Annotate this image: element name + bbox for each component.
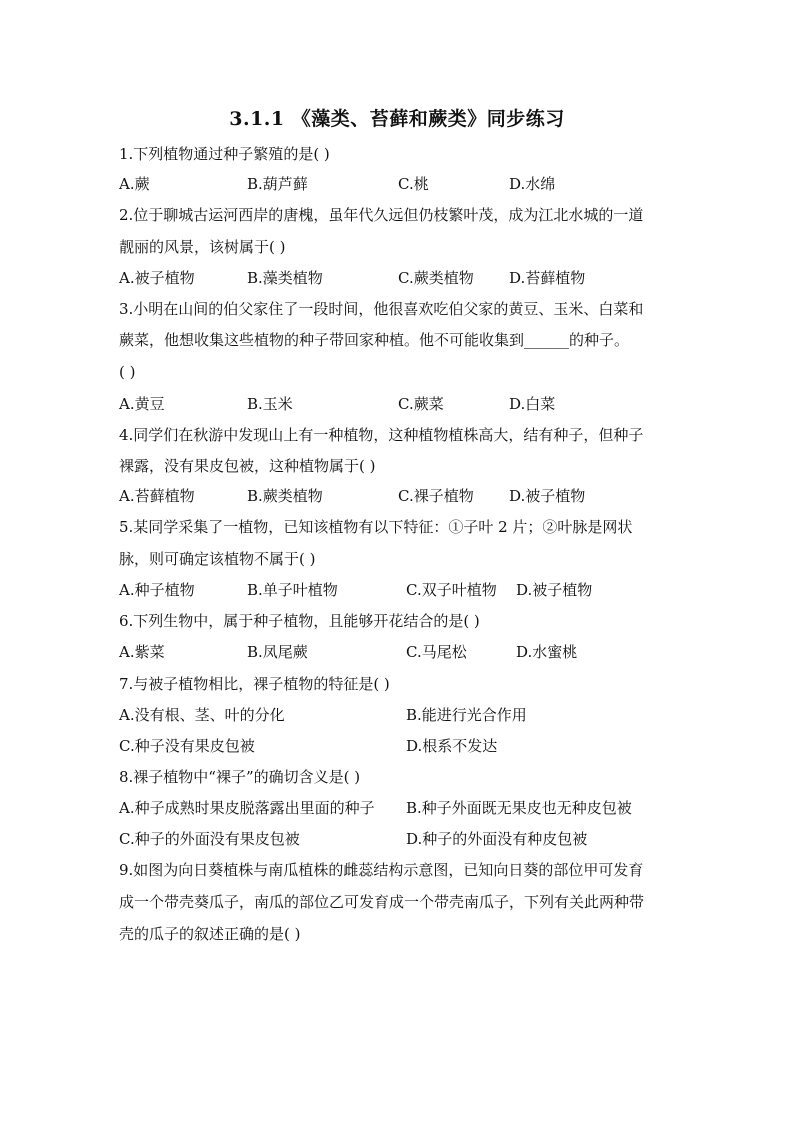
question-3-text-line-3: ( ) — [119, 363, 136, 381]
question-9-text-line-1: 9.如图为向日葵植株与南瓜植株的雌蕊结构示意图，已知向日葵的部位甲可发育 — [119, 861, 644, 879]
question-3-text-line-2: 蕨菜，他想收集这些植物的种子带回家种植。他不可能收集到______的种子。 — [119, 331, 630, 349]
q2-option-d: D.苔藓植物 — [509, 269, 586, 287]
q2-option-b: B.藻类植物 — [247, 269, 323, 287]
question-1-text: 1.下列植物通过种子繁殖的是( ) — [119, 145, 330, 163]
q5-option-c: C.双子叶植物 — [406, 581, 497, 599]
q8-option-d: D.种子的外面没有种皮包被 — [406, 830, 588, 848]
q7-option-b: B.能进行光合作用 — [406, 706, 527, 724]
q8-option-a: A.种子成熟时果皮脱落露出里面的种子 — [119, 799, 375, 817]
q6-option-c: C.马尾松 — [406, 643, 467, 661]
question-4-text-line-2: 裸露，没有果皮包被，这种植物属于( ) — [119, 457, 376, 475]
question-3-text-line-1: 3.小明在山间的伯父家住了一段时间，他很喜欢吃伯父家的黄豆、玉米、白菜和 — [119, 300, 644, 318]
q2-option-a: A.被子植物 — [119, 269, 195, 287]
q4-option-a: A.苔藓植物 — [119, 487, 195, 505]
question-5-text-line-1: 5.某同学采集了一植物，已知该植物有以下特征：①子叶 2 片；②叶脉是网状 — [119, 518, 633, 536]
q4-option-c: C.裸子植物 — [398, 487, 474, 505]
q8-option-b: B.种子外面既无果皮也无种皮包被 — [406, 799, 632, 817]
q4-option-b: B.蕨类植物 — [247, 487, 323, 505]
q1-option-d: D.水绵 — [509, 175, 556, 193]
q1-option-c: C.桃 — [398, 175, 429, 193]
q3-option-b: B.玉米 — [247, 395, 293, 413]
question-9-text-line-2: 成一个带壳葵瓜子，南瓜的部位乙可发育成一个带壳南瓜子，下列有关此两种带 — [119, 893, 645, 911]
q5-option-b: B.单子叶植物 — [247, 581, 338, 599]
question-2-text-line-1: 2.位于聊城古运河西岸的唐槐，虽年代久远但仍枝繁叶茂，成为江北水城的一道 — [119, 206, 644, 224]
q3-option-c: C.蕨菜 — [398, 395, 444, 413]
q5-option-a: A.种子植物 — [119, 581, 195, 599]
question-8-text: 8.裸子植物中“裸子”的确切含义是( ) — [119, 768, 361, 786]
q1-option-a: A.蕨 — [119, 175, 150, 193]
question-6-text: 6.下列生物中，属于种子植物，且能够开花结合的是( ) — [119, 612, 480, 630]
question-7-text: 7.与被子植物相比，裸子植物的特征是( ) — [119, 675, 390, 693]
q7-option-c: C.种子没有果皮包被 — [119, 737, 255, 755]
q1-option-b: B.葫芦藓 — [247, 175, 308, 193]
q3-option-d: D.白菜 — [509, 395, 556, 413]
q8-option-c: C.种子的外面没有果皮包被 — [119, 830, 300, 848]
q4-option-d: D.被子植物 — [509, 487, 586, 505]
question-9-text-line-3: 壳的瓜子的叙述正确的是( ) — [119, 925, 301, 943]
page-title: 3.1.1 《藻类、苔藓和蕨类》同步练习 — [229, 108, 565, 130]
q7-option-a: A.没有根、茎、叶的分化 — [119, 706, 285, 724]
q2-option-c: C.蕨类植物 — [398, 269, 474, 287]
q3-option-a: A.黄豆 — [119, 395, 165, 413]
question-4-text-line-1: 4.同学们在秋游中发现山上有一种植物，这种植物植株高大，结有种子，但种子 — [119, 426, 644, 444]
q6-option-b: B.凤尾蕨 — [247, 643, 308, 661]
question-2-text-line-2: 靓丽的风景，该树属于( ) — [119, 238, 286, 256]
q7-option-d: D.根系不发达 — [406, 737, 498, 755]
q5-option-d: D.被子植物 — [516, 581, 593, 599]
q6-option-d: D.水蜜桃 — [516, 643, 578, 661]
q6-option-a: A.紫菜 — [119, 643, 165, 661]
question-5-text-line-2: 脉，则可确定该植物不属于( ) — [119, 550, 316, 568]
